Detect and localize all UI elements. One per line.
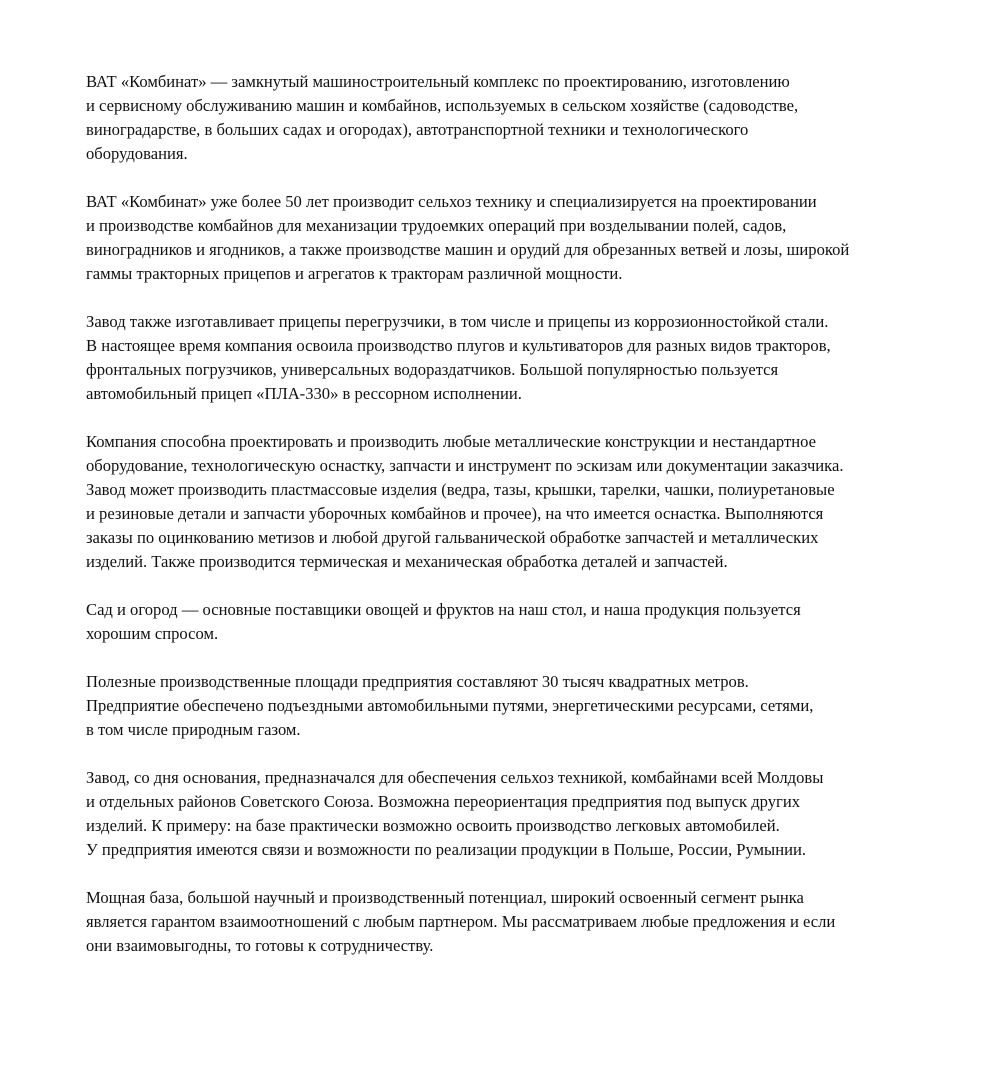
paragraph-history bbox=[86, 190, 966, 286]
text-line: гаммы тракторных прицепов и агрегатов к тракторам различной мощности. bbox=[86, 264, 623, 283]
paragraph-intro bbox=[86, 70, 966, 166]
text-line: Предприятие обеспечено подъездными автомобильными путями, энергетическими ресурсами, сетями, bbox=[86, 696, 814, 715]
text-line: и отдельных районов Советского Союза. Возможна переориентация предприятия под выпуск других bbox=[86, 792, 801, 811]
paragraph-capabilities bbox=[86, 430, 966, 574]
text-line: и производстве комбайнов для механизации трудоемких операций при возделывании полей, садов, bbox=[86, 216, 787, 235]
text-line: Компания способна проектировать и производить любые металлические конструкции и нестандартное bbox=[86, 432, 816, 451]
paragraph-trailers bbox=[86, 310, 966, 406]
paragraph-partnership bbox=[86, 886, 966, 958]
text-line: они взаимовыгодны, то готовы к сотрудничеству. bbox=[86, 936, 434, 955]
paragraph-facilities bbox=[86, 670, 966, 742]
text-line: Мощная база, большой научный и производственный потенциал, широкий освоенный сегмент рынка bbox=[86, 888, 804, 907]
text-line: Сад и огород — основные поставщики овощей и фруктов на наш стол, и наша продукция пользуется bbox=[86, 600, 801, 619]
text-line: изделий. К примеру: на базе практически возможно освоить производство легковых автомобилей. bbox=[86, 816, 780, 835]
document-body bbox=[86, 70, 966, 982]
text-line: оборудования. bbox=[86, 144, 188, 163]
text-line: У предприятия имеются связи и возможности по реализации продукции в Польше, России, Румынии. bbox=[86, 840, 806, 859]
text-line: Завод, со дня основания, предназначался для обеспечения сельхоз техникой, комбайнами всей Молдовы bbox=[86, 768, 824, 787]
text-line: и резиновые детали и запчасти уборочных комбайнов и прочее), на что имеется оснастка. Выполняются bbox=[86, 504, 824, 523]
text-line: Завод также изготавливает прицепы перегрузчики, в том числе и прицепы из коррозионностойкой стали. bbox=[86, 312, 829, 331]
text-line: ВАТ «Комбинат» — замкнутый машиностроительный комплекс по проектированию, изготовлению bbox=[86, 72, 790, 91]
text-line: автомобильный прицеп «ПЛА-330» в рессорном исполнении. bbox=[86, 384, 522, 403]
text-line: виноградарстве, в больших садах и огородах), автотранспортной техники и технологического bbox=[86, 120, 749, 139]
text-line: Завод может производить пластмассовые изделия (ведра, тазы, крышки, тарелки, чашки, полиуретановые bbox=[86, 480, 835, 499]
text-line: является гарантом взаимоотношений с любым партнером. Мы рассматриваем любые предложения и если bbox=[86, 912, 836, 931]
text-line: виноградников и ягодников, а также производстве машин и орудий для обрезанных ветвей и лозы, широкой bbox=[86, 240, 850, 259]
text-line: в том числе природным газом. bbox=[86, 720, 301, 739]
text-line: ВАТ «Комбинат» уже более 50 лет производит сельхоз технику и специализируется на проектировании bbox=[86, 192, 817, 211]
text-line: фронтальных погрузчиков, универсальных водораздатчиков. Большой популярностью пользуется bbox=[86, 360, 779, 379]
text-line: Полезные производственные площади предприятия составляют 30 тысяч квадратных метров. bbox=[86, 672, 749, 691]
paragraph-garden bbox=[86, 598, 966, 646]
text-line: оборудование, технологическую оснастку, запчасти и инструмент по эскизам или документации заказчика. bbox=[86, 456, 844, 475]
text-line: и сервисному обслуживанию машин и комбайнов, используемых в сельском хозяйстве (садоводстве, bbox=[86, 96, 799, 115]
text-line: заказы по оцинкованию метизов и любой другой гальванической обработке запчастей и металлических bbox=[86, 528, 819, 547]
text-line: хорошим спросом. bbox=[86, 624, 219, 643]
text-line: В настоящее время компания освоила производство плугов и культиваторов для разных видов тракторов, bbox=[86, 336, 831, 355]
text-line: изделий. Также производится термическая и механическая обработка деталей и запчастей. bbox=[86, 552, 728, 571]
paragraph-purpose bbox=[86, 766, 966, 862]
